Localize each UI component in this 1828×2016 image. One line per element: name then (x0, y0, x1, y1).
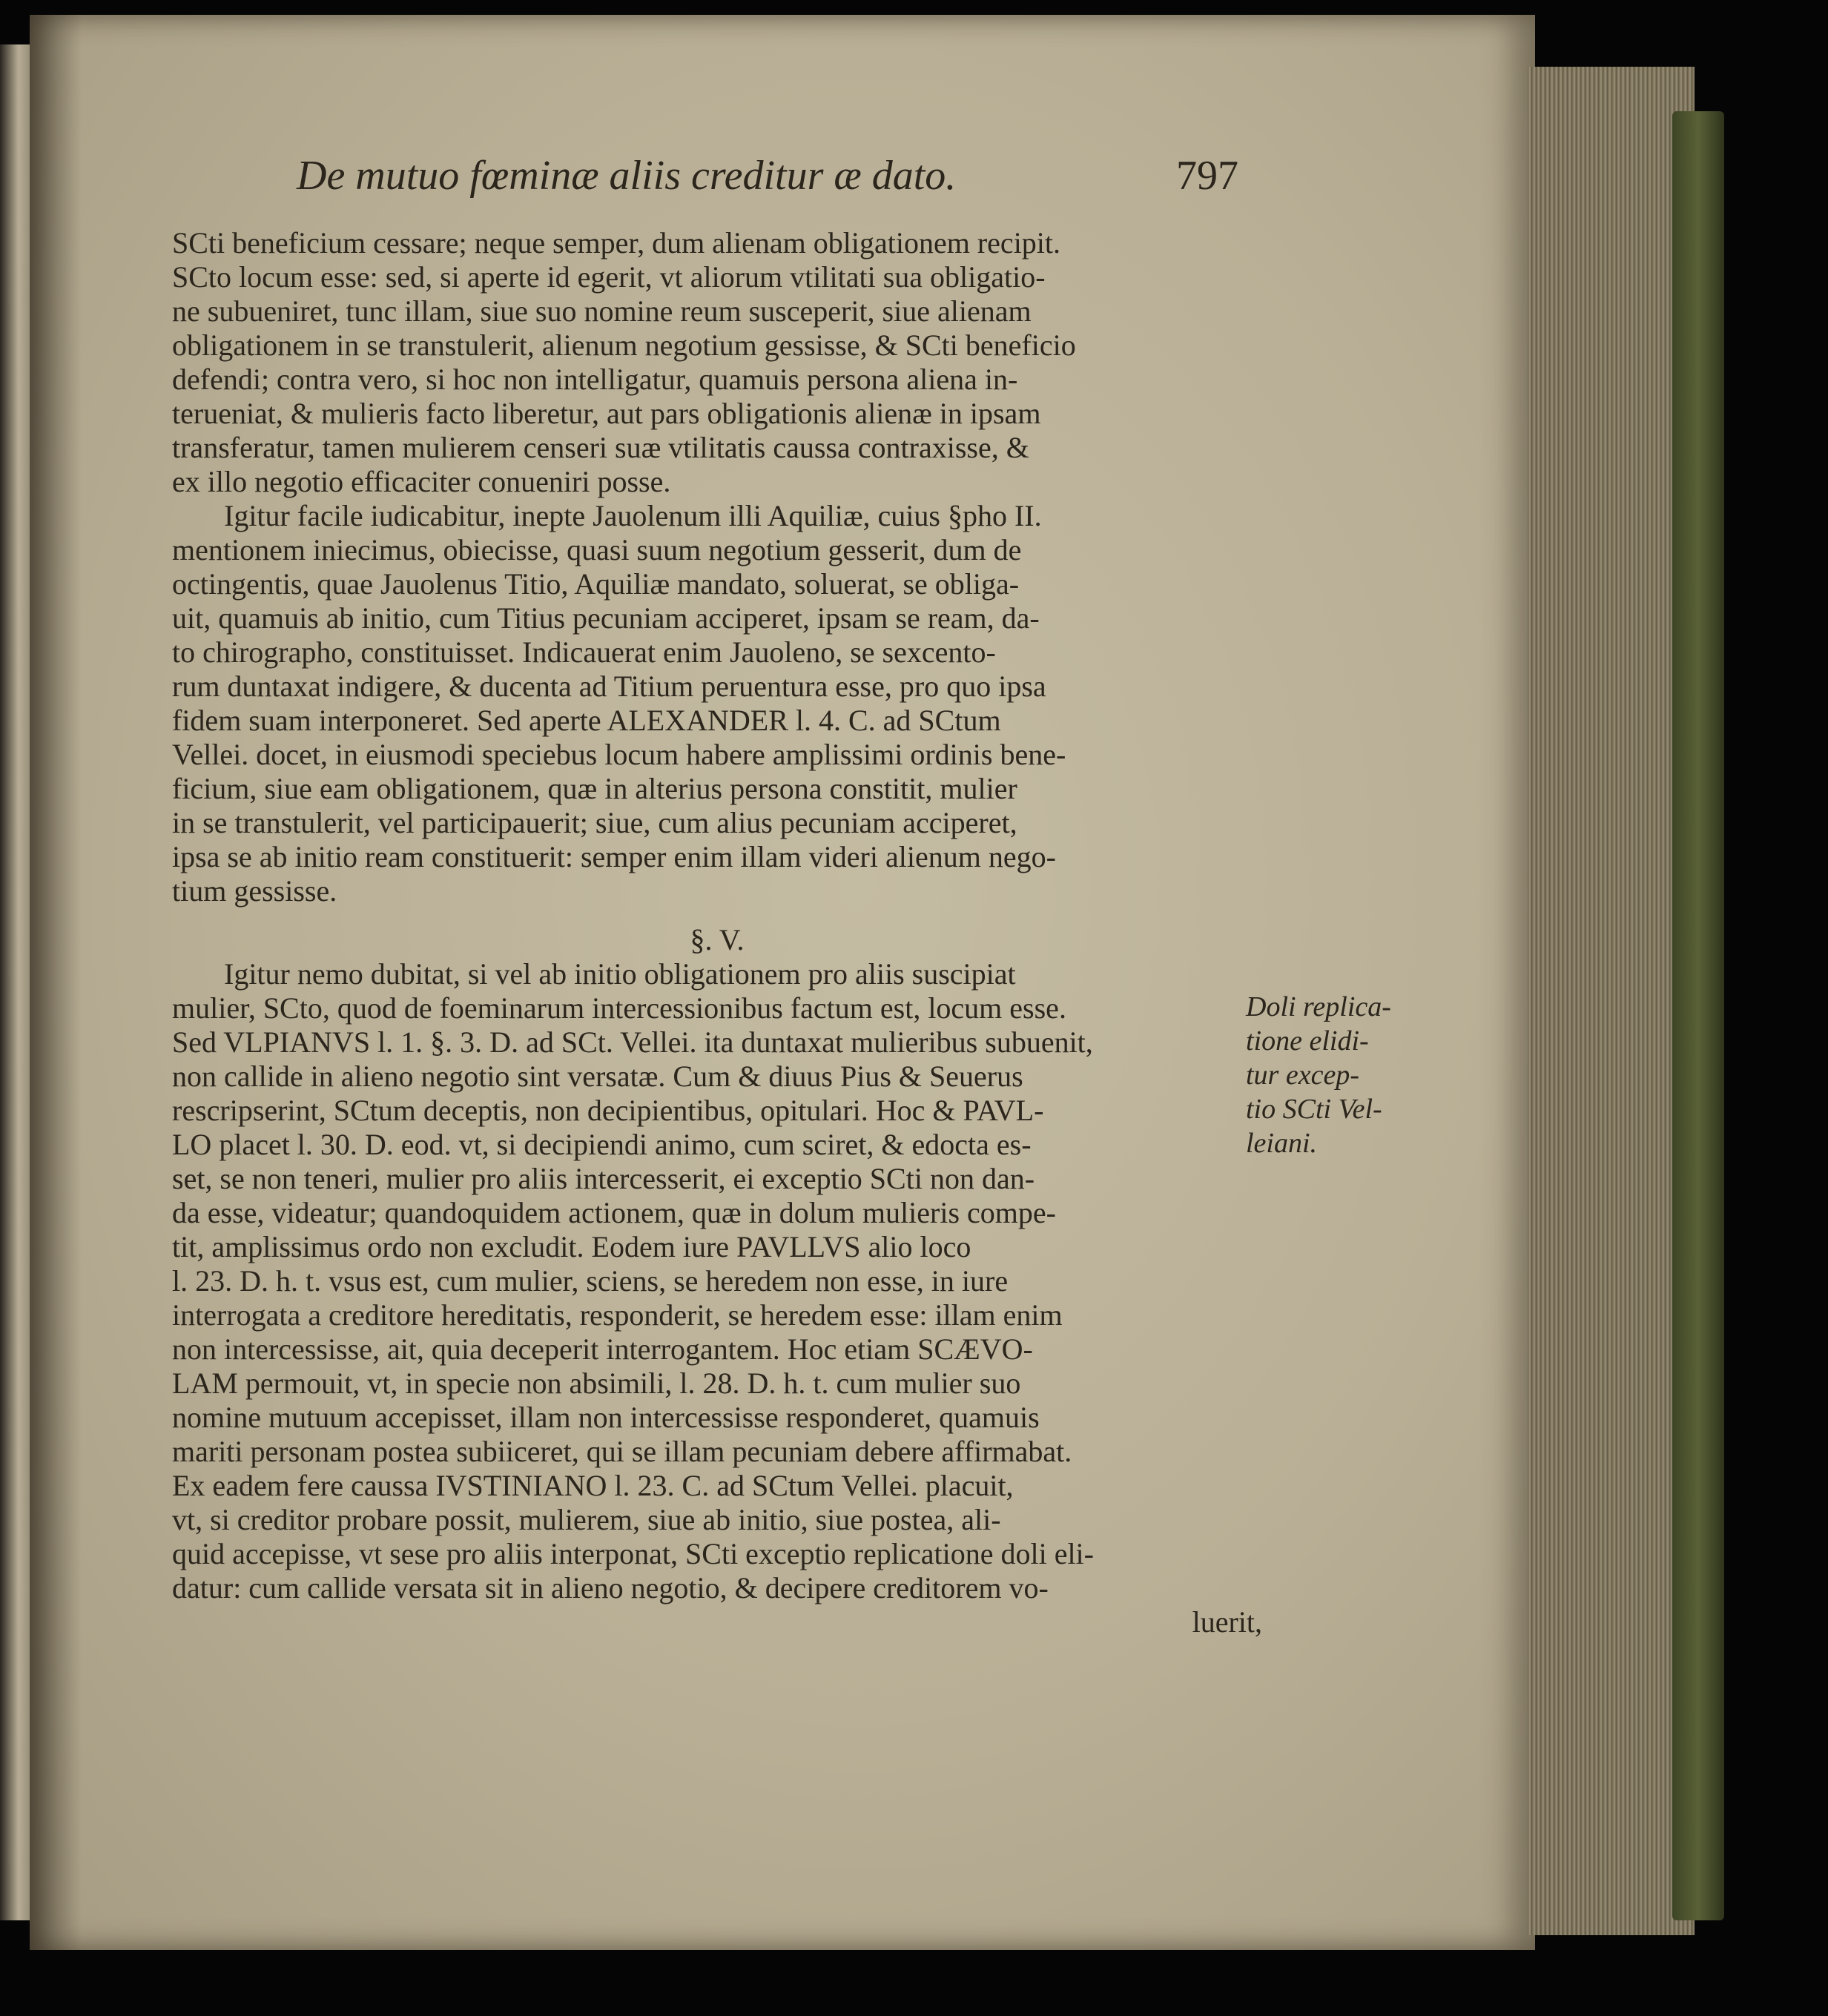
marginal-note-line: leiani. (1246, 1128, 1318, 1159)
text-line: octingentis, quae Jauolenus Titio, Aquiliæ mandato, soluerat, se obliga- (172, 567, 1020, 601)
text-line: LO placet l. 30. D. eod. vt, si decipiendi animo, cum sciret, & edocta es- (172, 1128, 1032, 1161)
text-line: tit, amplissimus ordo non excludit. Eodem iure PAVLLVS alio loco (172, 1230, 971, 1263)
cover-board (1672, 111, 1724, 1920)
text-line: rescripserint, SCtum deceptis, non decipientibus, opitulari. Hoc & PAVL- (172, 1094, 1044, 1127)
text-line: rum duntaxat indigere, & ducenta ad Titium peruentura esse, pro quo ipsa (172, 670, 1046, 703)
text-line: nomine mutuum accepisset, illam non intercessisse responderet, quamuis (172, 1401, 1040, 1434)
text-line: LAM permouit, vt, in specie non absimili, l. 28. D. h. t. cum mulier suo (172, 1366, 1021, 1400)
marginal-note (1246, 990, 1409, 1160)
text-line: defendi; contra vero, si hoc non intelligatur, quamuis persona aliena in- (172, 363, 1018, 396)
text-line: mariti personam postea subiiceret, qui se illam pecuniam debere affirmabat. (172, 1435, 1072, 1468)
text-line: vt, si creditor probare possit, mulierem, siue ab initio, siue postea, ali- (172, 1503, 1001, 1536)
text-line: Sed VLPIANVS l. 1. §. 3. D. ad SCt. Vellei. ita duntaxat mulieribus subuenit, (172, 1025, 1093, 1059)
text-line: terueniat, & mulieris facto liberetur, aut pars obligationis alienæ in ipsam (172, 397, 1041, 430)
catchword: luerit, (1192, 1605, 1262, 1639)
marginal-note-line: tione elidi- (1246, 1025, 1369, 1057)
text-line: to chirographo, constituisset. Indicauerat enim Jauoleno, se sexcento- (172, 635, 996, 669)
body-text (172, 226, 1262, 1639)
marginal-note-line: tur excep- (1246, 1060, 1359, 1091)
text-line: l. 23. D. h. t. vsus est, cum mulier, sciens, se heredem non esse, in iure (172, 1264, 1009, 1298)
text-line: in se transtulerit, vel participauerit; siue, cum alius pecuniam acciperet, (172, 806, 1017, 839)
text-line: Igitur facile iudicabitur, inepte Jauolenum illi Aquiliæ, cuius §pho II. (224, 499, 1042, 532)
text-line: ipsa se ab initio ream constituerit: semper enim illam videri alienum nego- (172, 840, 1056, 873)
text-line: fidem suam interponeret. Sed aperte ALEXANDER l. 4. C. ad SCtum (172, 704, 1001, 737)
text-line: mulier, SCto, quod de foeminarum intercessionibus factum est, locum esse. (172, 991, 1066, 1025)
text-line: Igitur nemo dubitat, si vel ab initio obligationem pro aliis suscipiat (224, 957, 1016, 991)
text-line: ficium, siue eam obligationem, quæ in alterius persona constitit, mulier (172, 772, 1017, 805)
page-number: 797 (1176, 153, 1238, 199)
text-line: ne subueniret, tunc illam, siue suo nomine reum susceperit, siue alienam (172, 294, 1032, 328)
page-block-fore-edge (1528, 67, 1695, 1935)
text-line: set, se non teneri, mulier pro aliis intercesserit, ei exceptio SCti non dan- (172, 1162, 1035, 1195)
marginal-note-line: Doli replica- (1246, 991, 1391, 1022)
text-line: obligationem in se transtulerit, alienum negotium gessisse, & SCti beneficio (172, 328, 1076, 362)
text-line: da esse, videatur; quandoquidem actionem, quæ in dolum mulieris compe- (172, 1196, 1056, 1229)
text-line: non callide in alieno negotio sint versatæ. Cum & diuus Pius & Seuerus (172, 1060, 1023, 1093)
text-line: SCto locum esse: sed, si aperte id egerit, vt aliorum vtilitati sua obligatio- (172, 260, 1046, 294)
gutter-shadow (30, 15, 82, 1950)
text-line: Ex eadem fere caussa IVSTINIANO l. 23. C. ad SCtum Vellei. placuit, (172, 1469, 1014, 1502)
running-header (297, 152, 1238, 211)
text-line: ex illo negotio efficaciter conueniri posse. (172, 465, 671, 498)
section-heading: §. V. (690, 923, 745, 956)
text-line: datur: cum callide versata sit in alieno negotio, & decipere creditorem vo- (172, 1571, 1049, 1604)
text-line: quid accepisse, vt sese pro aliis interponat, SCti exceptio replicatione doli eli- (172, 1537, 1094, 1570)
running-title: De mutuo fœminæ aliis creditur æ dato. (297, 153, 957, 199)
left-page-edge (0, 44, 33, 1920)
text-line: Vellei. docet, in eiusmodi speciebus locum habere amplissimi ordinis bene- (172, 738, 1066, 771)
text-line: transferatur, tamen mulierem censeri suæ vtilitatis caussa contraxisse, & (172, 431, 1029, 464)
text-line: non intercessisse, ait, quia deceperit interrogantem. Hoc etiam SCÆVO- (172, 1332, 1033, 1366)
marginal-note-line: tio SCti Vel- (1246, 1094, 1382, 1125)
text-line: interrogata a creditore hereditatis, responderit, se heredem esse: illam enim (172, 1298, 1063, 1332)
text-line: tium gessisse. (172, 874, 337, 908)
text-line: SCti beneficium cessare; neque semper, dum alienam obligationem recipit. (172, 226, 1061, 260)
text-line: uit, quamuis ab initio, cum Titius pecuniam acciperet, ipsam se ream, da- (172, 601, 1040, 635)
text-line: mentionem iniecimus, obiecisse, quasi suum negotium gesserit, dum de (172, 533, 1022, 566)
